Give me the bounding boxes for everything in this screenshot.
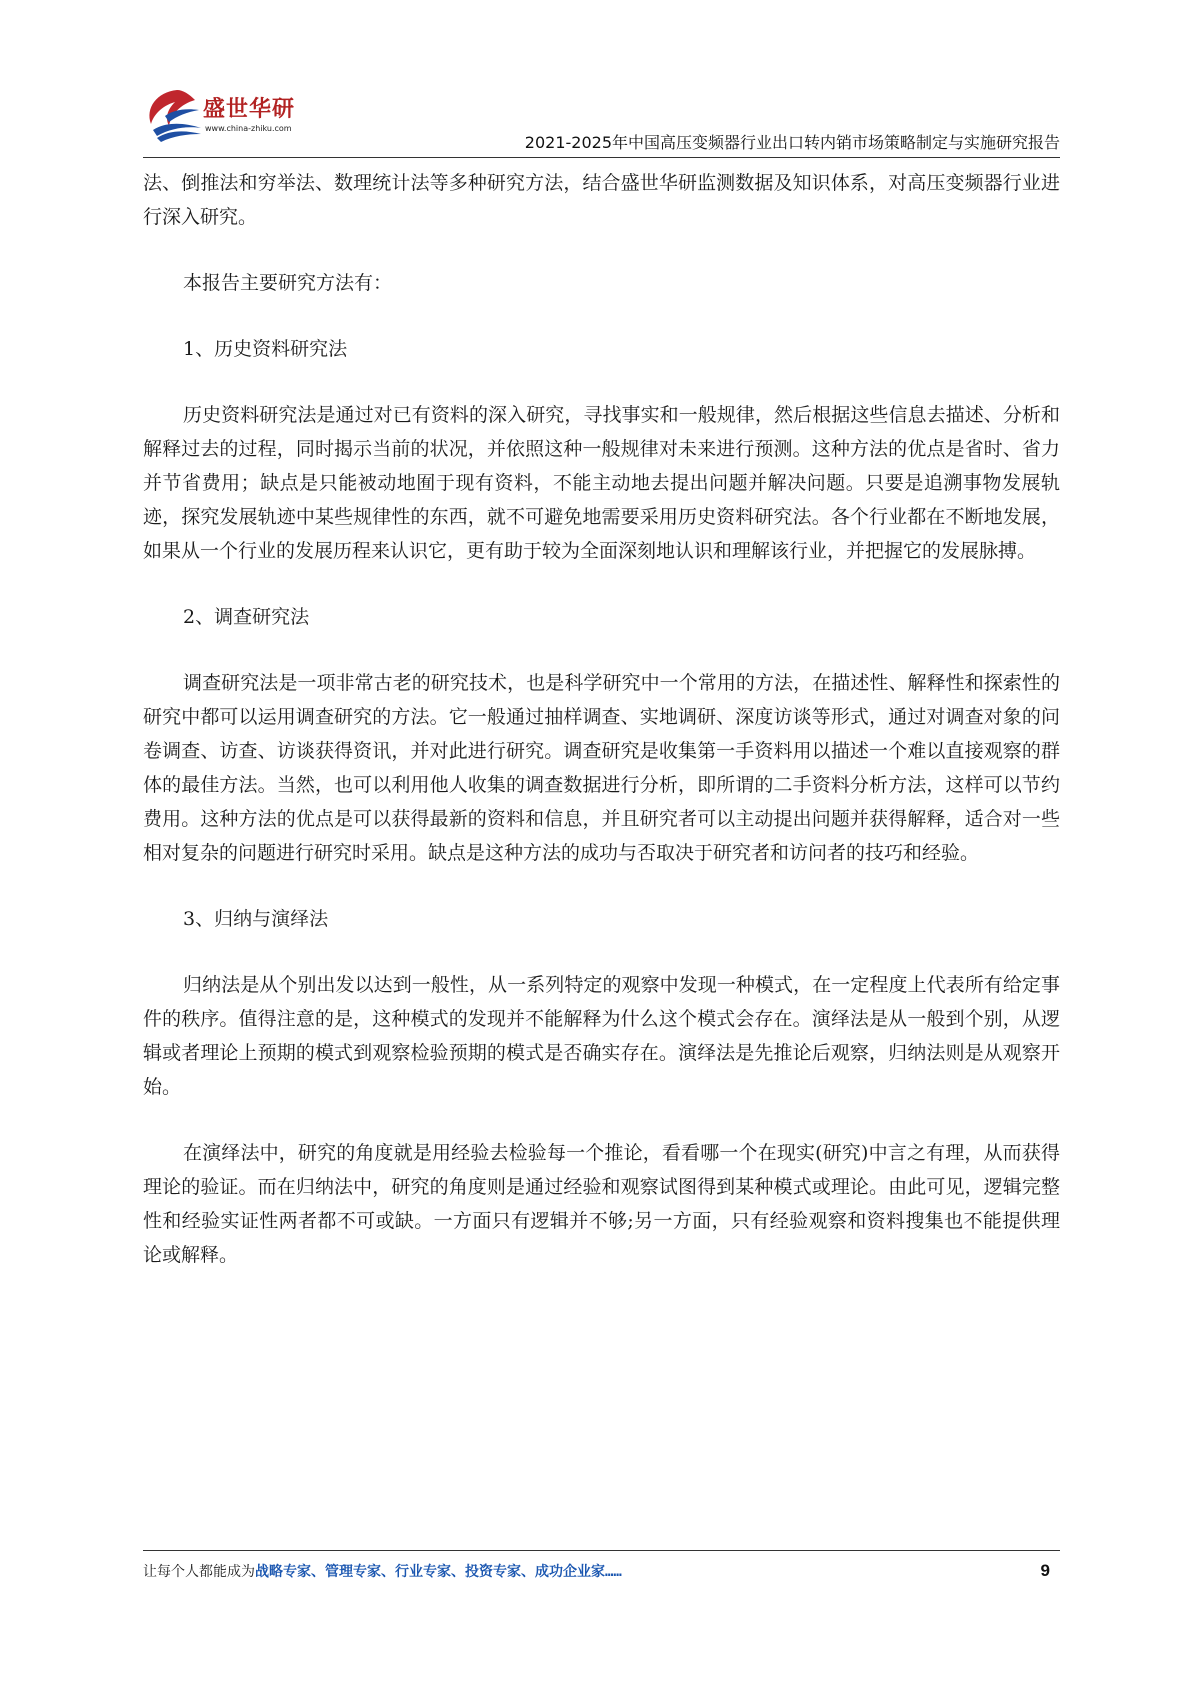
logo-url: www.china-zhiku.com bbox=[205, 124, 292, 133]
paragraph: 调查研究法是一项非常古老的研究技术，也是科学研究中一个常用的方法，在描述性、解释性和探索性的研究中都可以运用调查研究的方法。它一般通过抽样调查、实地调研、深度访谈等形式，通过对调查对象的问卷调查、访查、访谈获得资讯，并对此进行研究。调查研究是收集第一手资料用以描述一个难以直接观察的群体的最佳方法。当然，也可以利用他人收集的调查数据进行分析，即所谓的二手资料分析方法，这样可以节约费用。这种方法的优点是可以获得最新的资料和信息，并且研究者可以主动提出问题并获得解释，适合对一些相对复杂的问题进行研究时采用。缺点是这种方法的成功与否取决于研究者和访问者的技巧和经验。 bbox=[143, 672, 1060, 864]
report-title: 2021-2025年中国高压变频器行业出口转内销市场策略制定与实施研究报告 bbox=[524, 133, 1060, 152]
paragraph: 归纳法是从个别出发以达到一般性，从一系列特定的观察中发现一种模式，在一定程度上代表所有给定事件的秩序。值得注意的是，这种模式的发现并不能解释为什么这个模式会存在。演绎法是从一般到个别，从逻辑或者理论上预期的模式到观察检验预期的模式是否确实存在。演绎法是先推论后观察，归纳法则是从观察开始。 bbox=[143, 974, 1060, 1098]
page-footer bbox=[143, 1561, 1060, 1587]
paragraph: 法、倒推法和穷举法、数理统计法等多种研究方法，结合盛世华研监测数据及知识体系，对高压变频器行业进行深入研究。 bbox=[143, 172, 1060, 228]
logo-name: 盛世华研 bbox=[203, 97, 296, 122]
footer-slogan-prefix: 让每个人都能成为 bbox=[143, 1564, 255, 1580]
logo-emblem-icon bbox=[143, 86, 207, 144]
page-body bbox=[143, 166, 1060, 1272]
paragraph: 历史资料研究法是通过对已有资料的深入研究，寻找事实和一般规律，然后根据这些信息去描述、分析和解释过去的过程，同时揭示当前的状况，并依照这种一般规律对未来进行预测。这种方法的优点是省时、省力并节省费用；缺点是只能被动地囿于现有资料，不能主动地去提出问题并解决问题。只要是追溯事物发展轨迹，探究发展轨迹中某些规律性的东西，就不可避免地需要采用历史资料研究法。各个行业都在不断地发展，如果从一个行业的发展历程来认识它，更有助于较为全面深刻地认识和理解该行业，并把握它的发展脉搏。 bbox=[143, 404, 1060, 562]
footer-slogan-highlight: 战略专家、管理专家、行业专家、投资专家、成功企业家…… bbox=[255, 1564, 622, 1580]
page-header bbox=[143, 78, 1060, 158]
paragraph: 在演绎法中，研究的角度就是用经验去检验每一个推论，看看哪一个在现实(研究)中言之有理，从而获得理论的验证。而在归纳法中，研究的角度则是通过经验和观察试图得到某种模式或理论。由此可见，逻辑完整性和经验实证性两者都不可或缺。一方面只有逻辑并不够;另一方面，只有经验观察和资料搜集也不能提供理论或解释。 bbox=[143, 1142, 1060, 1266]
section-heading: 1、历史资料研究法 bbox=[183, 338, 348, 360]
footer-divider bbox=[143, 1550, 1060, 1551]
section-heading: 2、调查研究法 bbox=[183, 606, 310, 628]
company-logo bbox=[143, 78, 313, 148]
page-number: 9 bbox=[1040, 1561, 1050, 1580]
header-divider bbox=[143, 157, 1060, 158]
section-heading: 3、归纳与演绎法 bbox=[183, 908, 329, 930]
paragraph: 本报告主要研究方法有： bbox=[183, 272, 393, 294]
